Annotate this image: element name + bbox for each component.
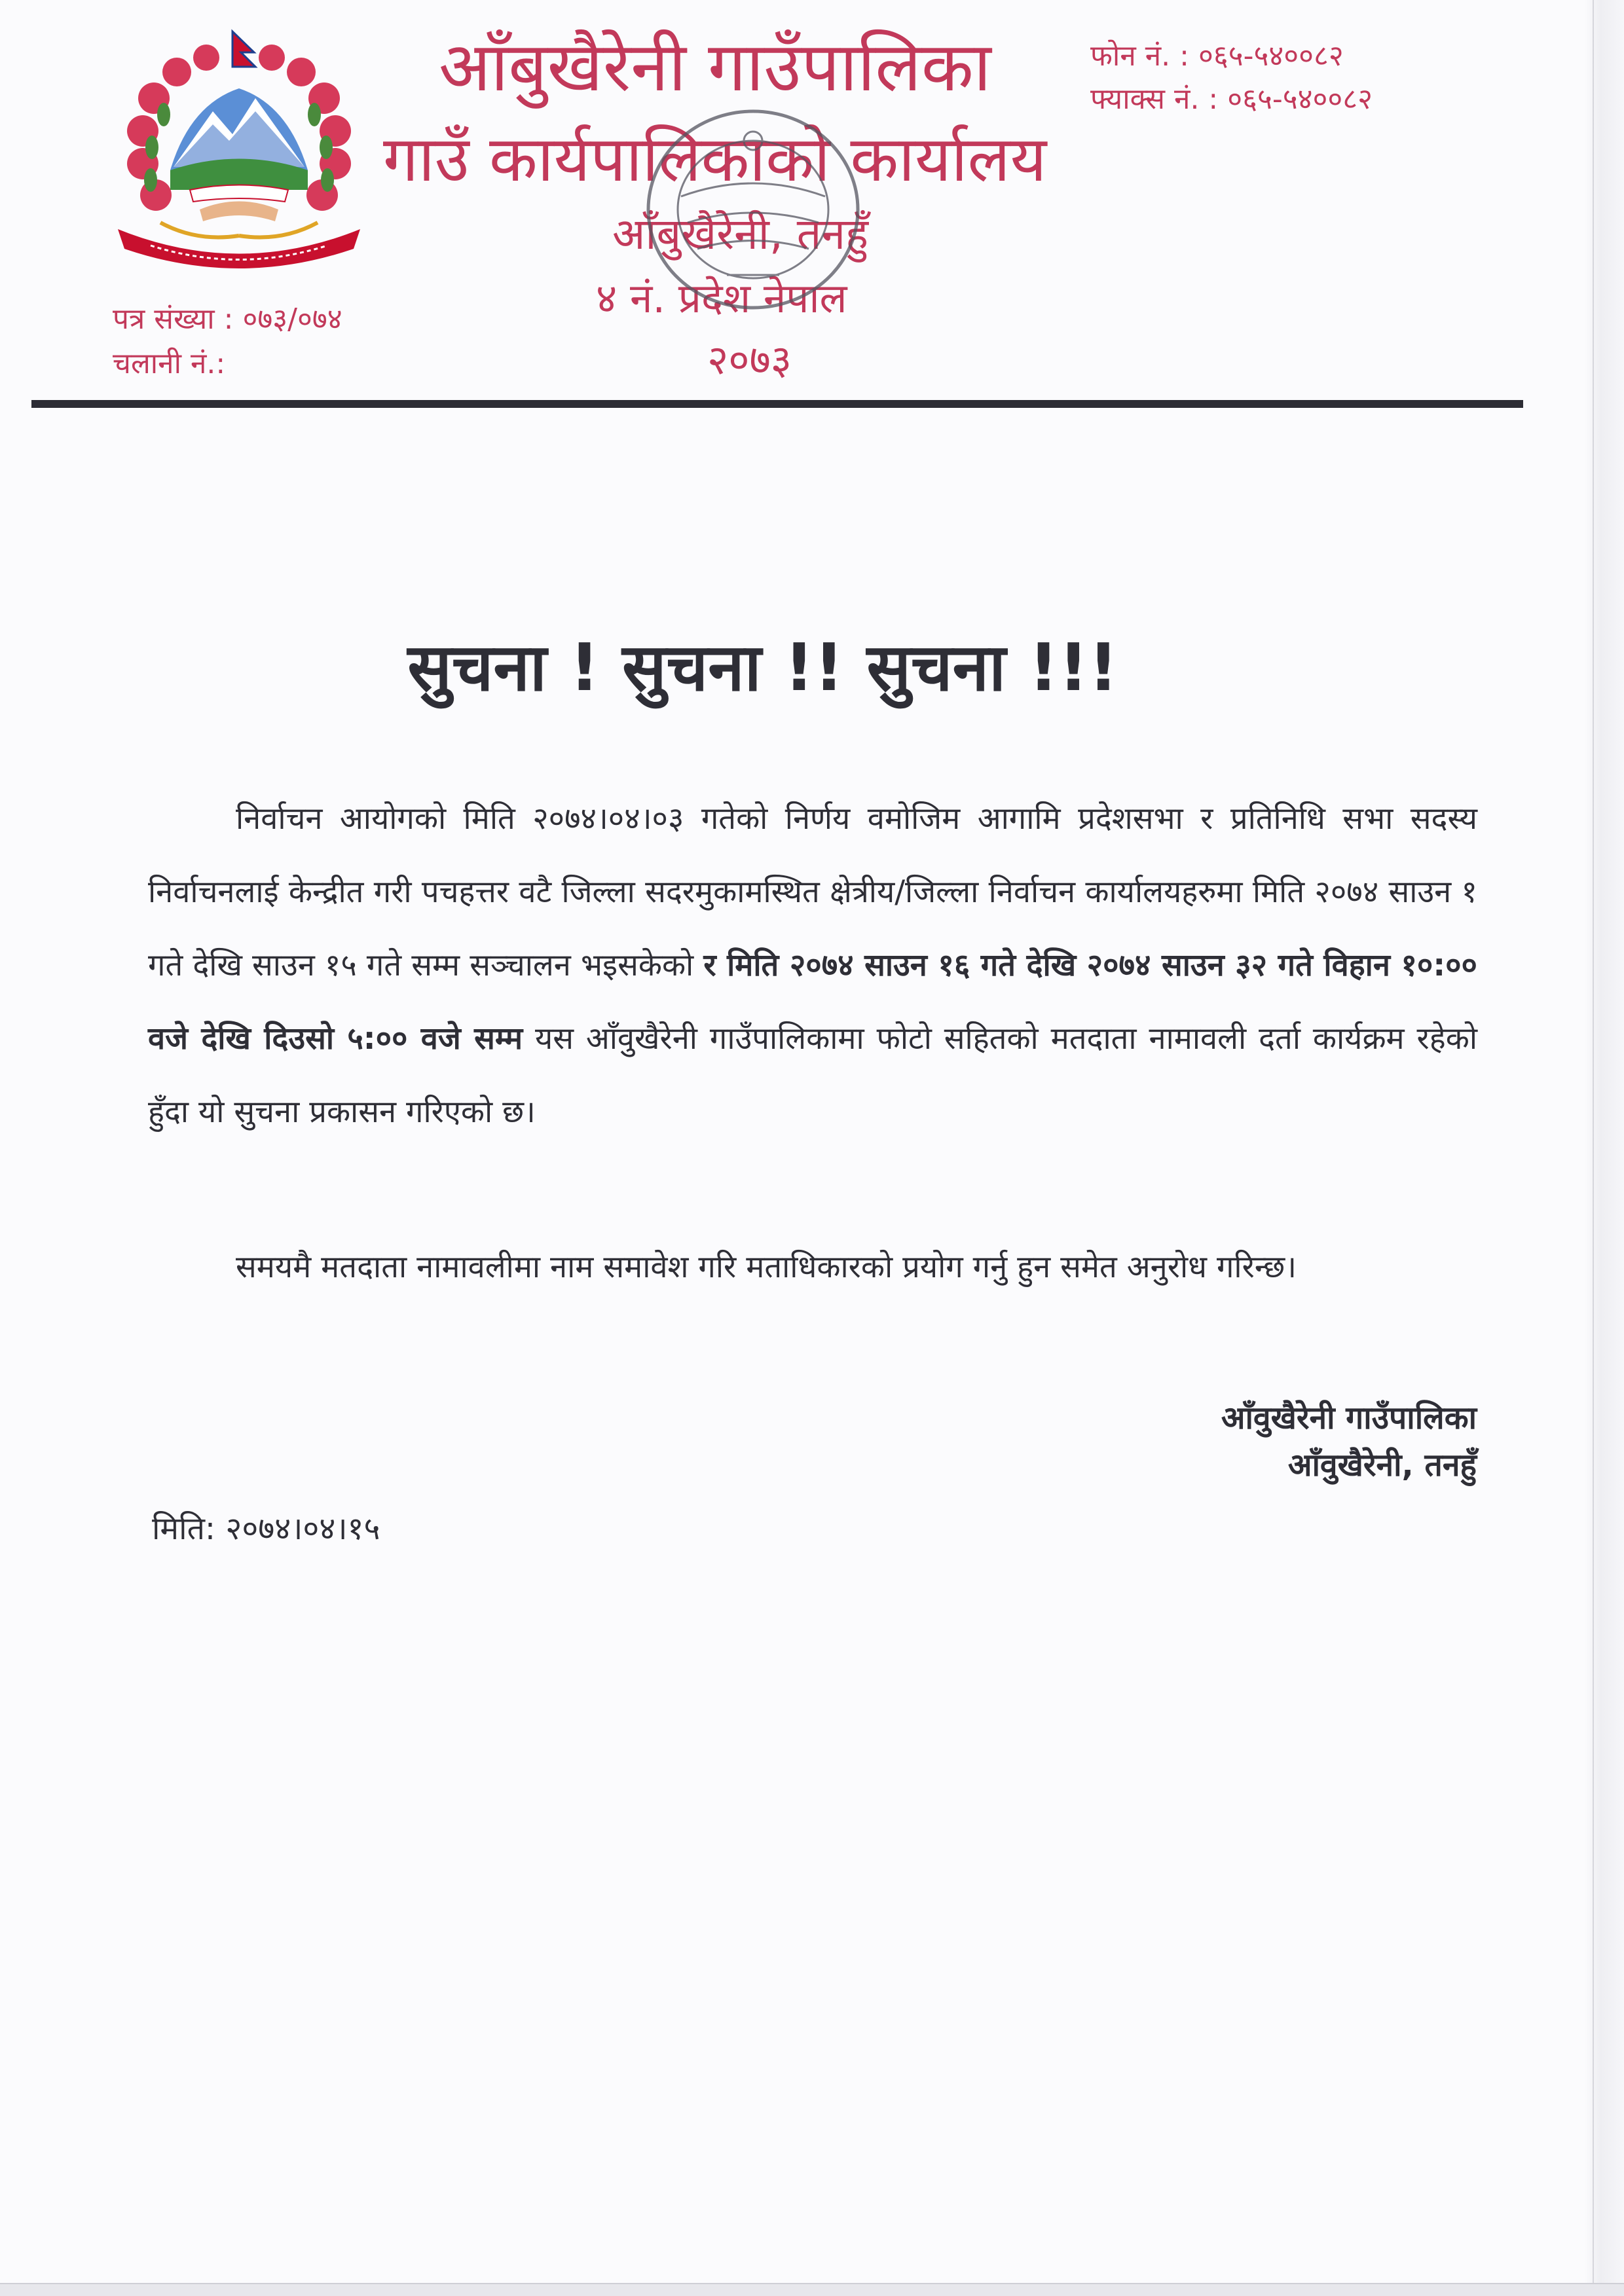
header-divider bbox=[31, 400, 1523, 408]
fax-label: फ्याक्स नं. : bbox=[1090, 82, 1219, 116]
notice-paragraph-1-part-2: यस आँवुखैरेनी गाउँपालिकामा फोटो सहितको मतदाता नामावली दर्ता कार्यक्रम रहेको हुँदा यो सुचना प्रकासन गरिएको छ। bbox=[148, 1021, 1477, 1130]
province-name: ४ नं. प्रदेश नेपाल bbox=[596, 274, 847, 322]
office-location: आँबुखैरेनी, तनहुँ bbox=[612, 209, 869, 259]
letter-number-value: ०७३/०७४ bbox=[242, 302, 342, 336]
established-year: २०७३ bbox=[707, 336, 792, 384]
phone-value: ०६५-५४००८२ bbox=[1198, 39, 1344, 73]
notice-paragraph-1-bold: र मिति २०७४ साउन १६ गते देखि २०७४ साउन ३२ गते विहान १०:०० वजे देखि दिउसो ५:०० वजे सम्म bbox=[148, 947, 1477, 1057]
office-seal-stamp-icon bbox=[622, 79, 884, 340]
notice-paragraph-2: समयमै मतदाता नामावलीमा नाम समावेश गरि मताधिकारको प्रयोग गर्नु हुन समेत अनुरोध गरिन्छ। bbox=[236, 1249, 1297, 1285]
dispatch-number bbox=[113, 346, 225, 382]
letter-number bbox=[113, 301, 342, 338]
municipality-name: आँबुखैरेनी गाउँपालिका bbox=[439, 27, 991, 107]
dispatch-number-label: चलानी नं.: bbox=[113, 347, 226, 380]
signature-block bbox=[1221, 1394, 1477, 1489]
letter-number-label: पत्र संख्या : bbox=[113, 302, 234, 336]
phone-number bbox=[1090, 38, 1344, 75]
signature-line-1: आँवुखैरेनी गाउँपालिका bbox=[1221, 1400, 1477, 1436]
fax-value: ०६५-५४००८२ bbox=[1227, 82, 1373, 116]
signature-line-2: आँवुखैरेनी, तनहुँ bbox=[1287, 1447, 1477, 1484]
notice-date bbox=[152, 1506, 380, 1552]
page-bottom-edge bbox=[0, 2283, 1624, 2296]
phone-label: फोन नं. : bbox=[1090, 39, 1189, 73]
fax-number bbox=[1090, 81, 1373, 118]
office-name: गाउँ कार्यपालिकाको कार्यालय bbox=[383, 122, 1047, 196]
notice-paragraph-1 bbox=[148, 782, 1477, 1149]
page-edge-shadow bbox=[1585, 0, 1624, 2296]
nepal-government-emblem-icon bbox=[92, 26, 386, 275]
notice-paragraph-1-part-1: निर्वाचन आयोगको मिति २०७४।०४।०३ गतेको निर्णय वमोजिम आगामि प्रदेशसभा र प्रतिनिधि सभा सदस्य निर्वाचनलाई केन्द्रीत गरी पचहत्तर वटै जिल्ला सदरमुकामस्थित क्षेत्रीय/जिल्ला निर्वाचन कार्यालयहरुमा मिति २०७४ साउन १ गते देखि साउन १५ गते सम्म सञ्चालन भइसकेको bbox=[148, 801, 1477, 983]
notice-title: सुचना ! सुचना !! सुचना !!! bbox=[407, 629, 1118, 706]
date-label: मिति: bbox=[152, 1510, 216, 1547]
page-edge-line bbox=[1593, 0, 1594, 2296]
date-value: २०७४।०४।१५ bbox=[225, 1510, 380, 1547]
